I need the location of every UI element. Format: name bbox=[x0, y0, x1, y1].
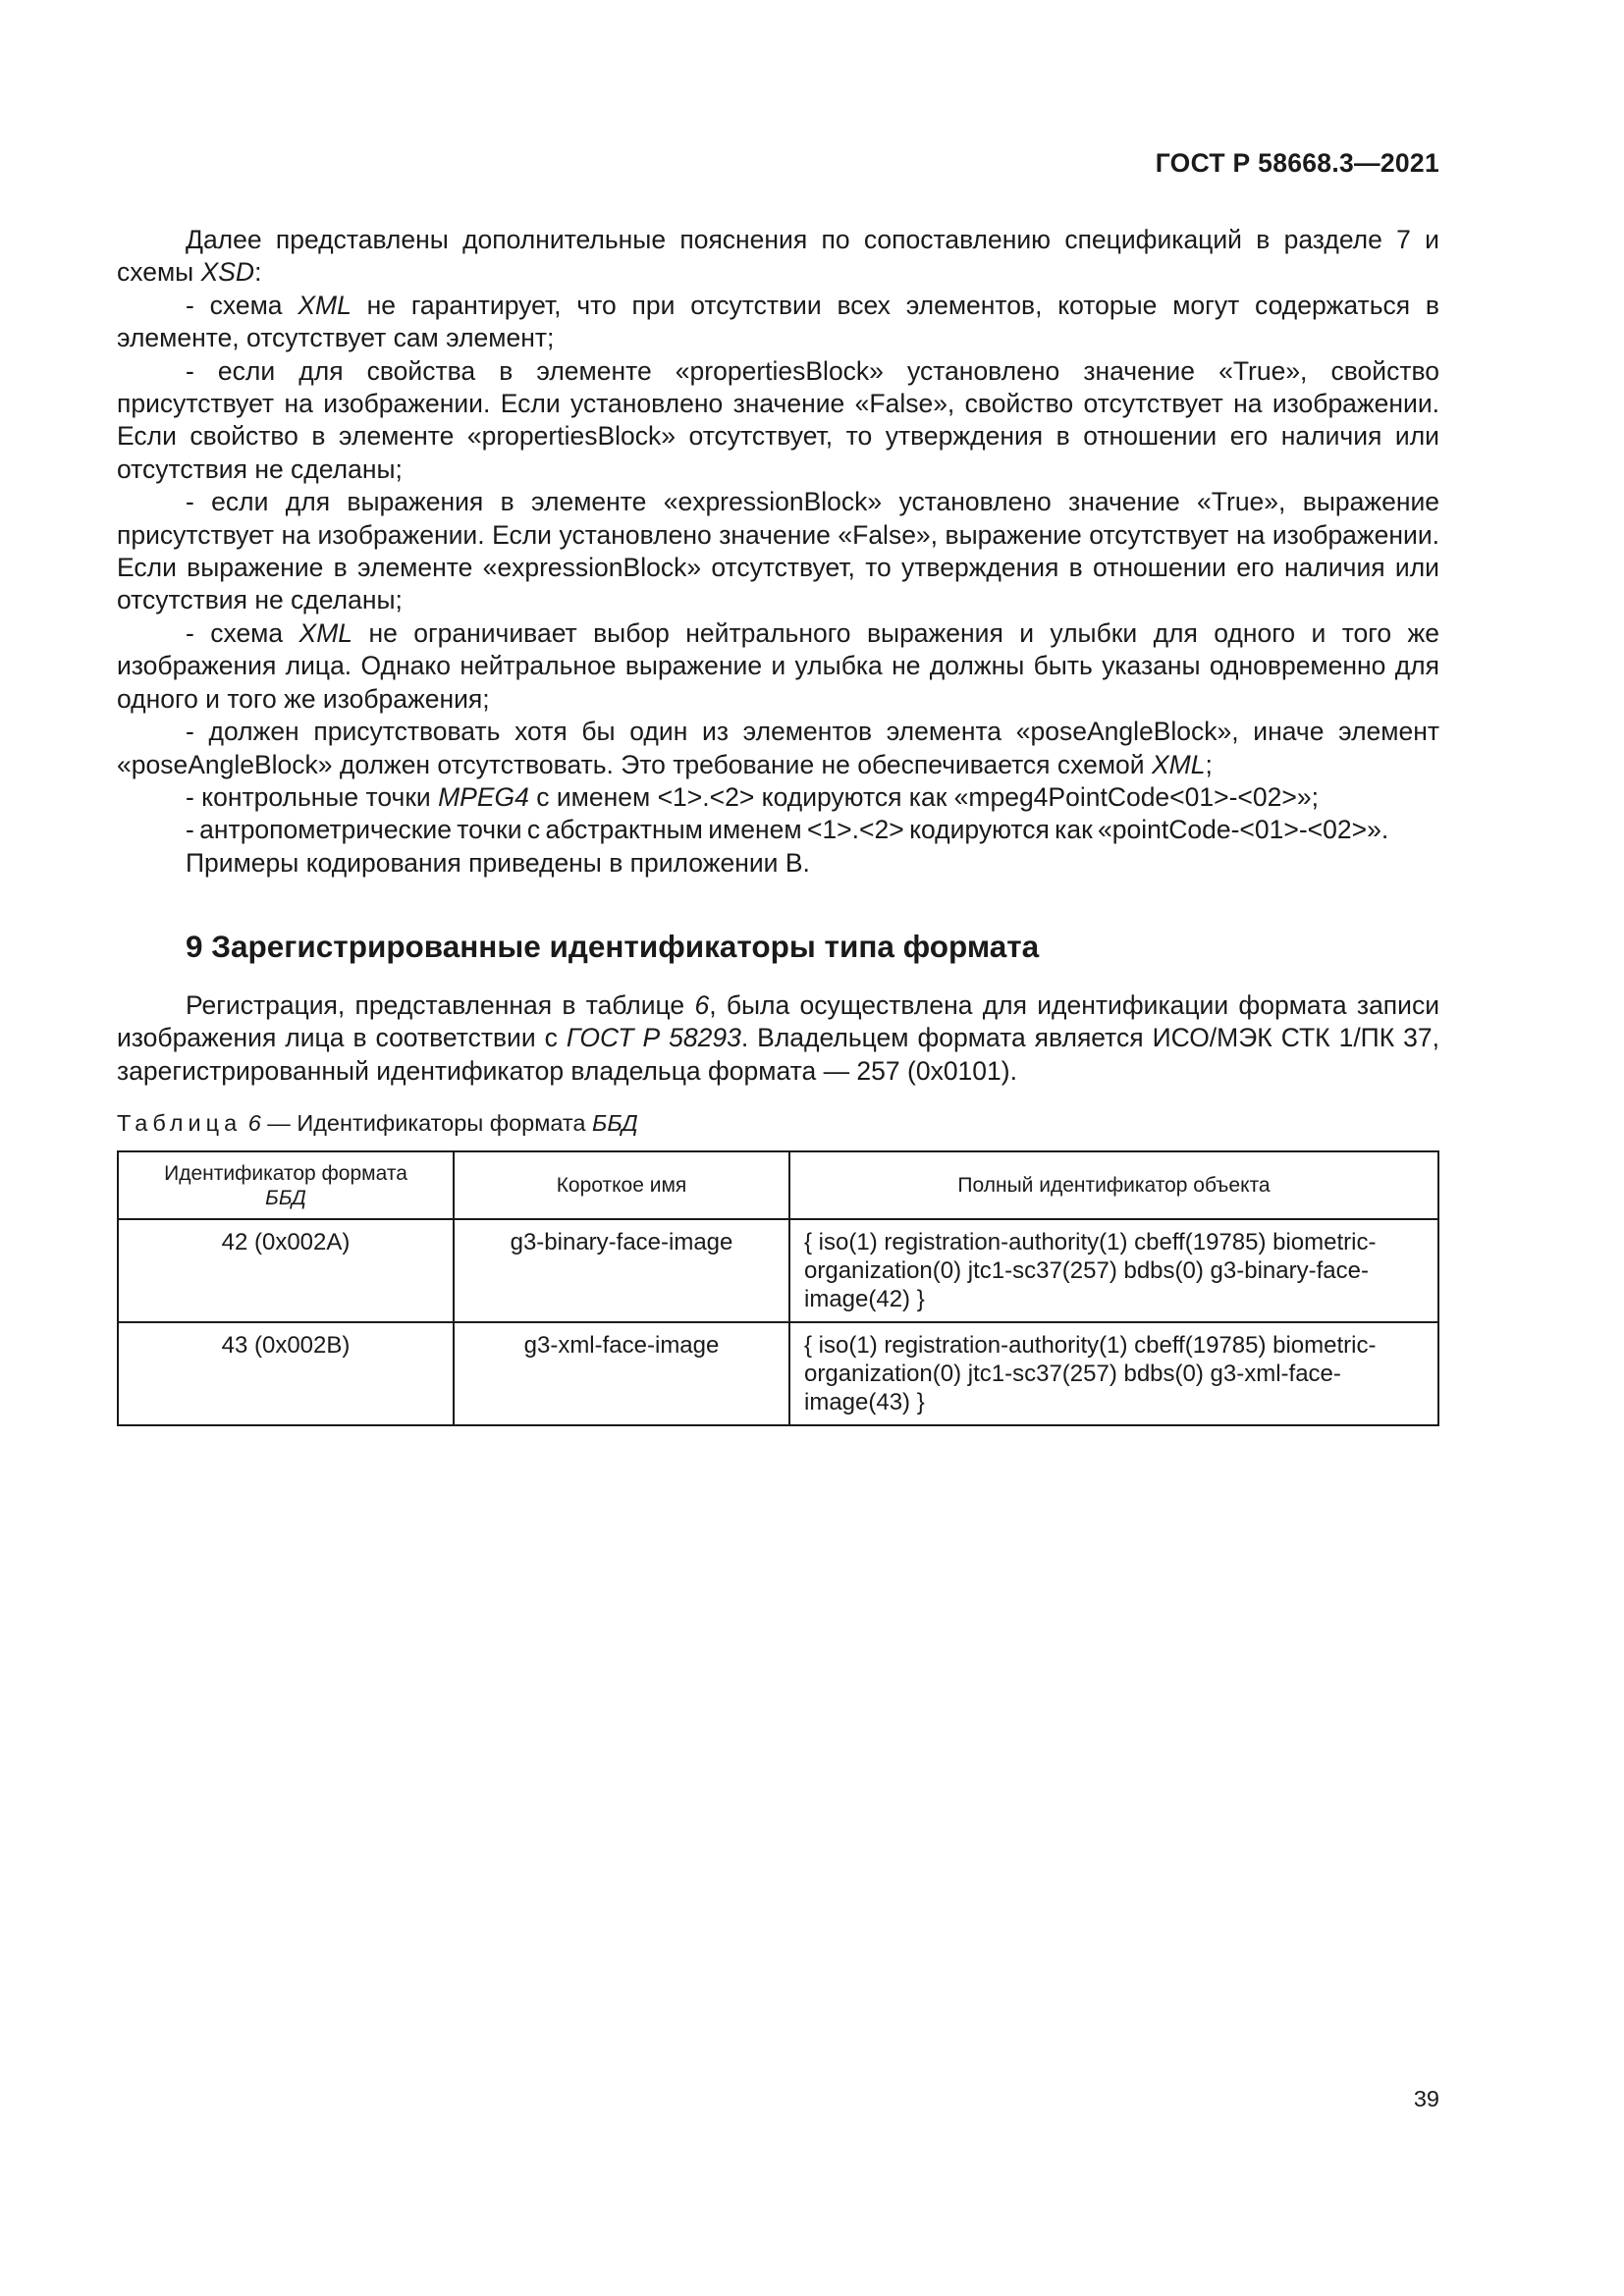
section-heading: 9 Зарегистрированные идентификаторы типа формата bbox=[186, 929, 1040, 964]
cell-short-name: g3-binary-face-image bbox=[454, 1219, 789, 1322]
list-item: - если для выражения в элементе «expressionBlock» установлено значение «True», выражение присутствует на изображении. Если установлено значение «False», выражение отсутствует на изображении. Если выражение в элементе «expressionBlock» отсутствует, то утверждения в отношении его наличия или отсутствия не сделаны; bbox=[117, 487, 1439, 615]
list-item: - схема XML не ограничивает выбор нейтрального выражения и улыбки для одного и того же изображения лица. Однако нейтральное выражение и улыбка не должны быть указаны одновременно для одного и того же изображения; bbox=[117, 617, 1439, 714]
paragraph: Примеры кодирования приведены в приложении В. bbox=[186, 847, 810, 878]
column-header-short-name: Короткое имя bbox=[454, 1151, 789, 1219]
format-identifiers-table bbox=[117, 1150, 1439, 1426]
column-header-format-id: Идентификатор формата ББД bbox=[118, 1151, 454, 1219]
cell-format-id: 43 (0x002B) bbox=[118, 1322, 454, 1425]
paragraph: Далее представлены дополнительные пояснения по сопоставлению спецификаций в разделе 7 и схемы XSD: bbox=[117, 225, 1439, 288]
cell-short-name: g3-xml-face-image bbox=[454, 1322, 789, 1425]
list-item: - контрольные точки MPEG4 с именем <1>.<2> кодируются как «mpeg4PointCode<01>-<02>»; bbox=[186, 781, 1319, 812]
table-row bbox=[118, 1219, 1438, 1322]
table-row bbox=[118, 1322, 1438, 1425]
table-caption: Таблица 6 — Идентификаторы формата ББД bbox=[117, 1110, 638, 1136]
list-item: - схема XML не гарантирует, что при отсутствии всех элементов, которые могут содержаться в элементе, отсутствует сам элемент; bbox=[117, 290, 1439, 353]
cell-format-id: 42 (0x002A) bbox=[118, 1219, 454, 1322]
page-number: 39 bbox=[1413, 2086, 1439, 2111]
list-item: - должен присутствовать хотя бы один из элементов элемента «poseAngleBlock», иначе элемент «poseAngleBlock» должен отсутствовать. Это требование не обеспечивается схемой XML; bbox=[117, 717, 1439, 779]
list-item: - если для свойства в элементе «propertiesBlock» установлено значение «True», свойство присутствует на изображении. Если установлено значение «False», свойство отсутствует на изображении. Если свойство в элементе «propertiesBlock» отсутствует, то утверждения в отношении его наличия или отсутствия не сделаны; bbox=[117, 355, 1439, 484]
table-header-row bbox=[118, 1151, 1438, 1219]
document-header: ГОСТ Р 58668.3—2021 bbox=[1155, 148, 1439, 178]
list-item: - антропометрические точки с абстрактным именем <1>.<2> кодируются как «pointCode-<01>-<02>». bbox=[186, 815, 1389, 845]
paragraph: Регистрация, представленная в таблице 6, была осуществлена для идентификации формата записи изображения лица в соответствии с ГОСТ Р 58293. Владельцем формата является ИСО/МЭК СТК 1/ПК 37, зарегистрированный идентификатор владельца формата — 257 (0x0101). bbox=[117, 990, 1440, 1086]
cell-full-id: { iso(1) registration-authority(1) cbeff(19785) biometric-organization(0) jtc1-sc37(257) bdbs(0) g3-binary-face-image(42) } bbox=[789, 1219, 1438, 1322]
section-paragraph bbox=[117, 989, 1439, 1088]
column-header-full-id: Полный идентификатор объекта bbox=[789, 1151, 1438, 1219]
cell-full-id: { iso(1) registration-authority(1) cbeff(19785) biometric-organization(0) jtc1-sc37(257) bdbs(0) g3-xml-face-image(43) } bbox=[789, 1322, 1438, 1425]
intro-text bbox=[117, 224, 1439, 880]
